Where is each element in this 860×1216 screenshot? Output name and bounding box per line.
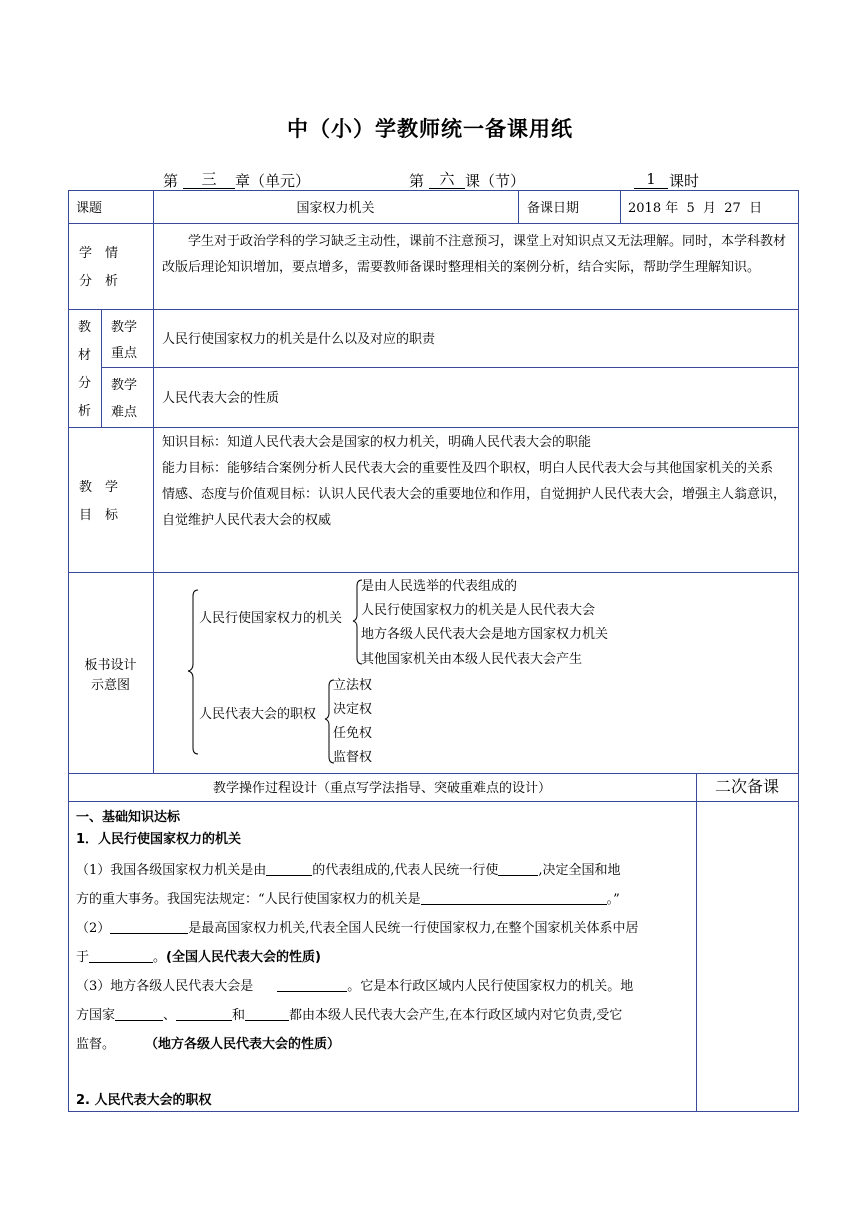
difficult-label-2: 难点: [111, 405, 138, 420]
key-text: 人民行使国家权力的机关是什么以及对应的职责: [162, 332, 436, 347]
analysis-text: 学生对于政治学科的学习缺乏主动性，课前不注意预习，课堂上对知识点又无法理解。同时，本学科教材改版后理论知识增加，要点增多，需要教师备课时整理相关的案例分析，结合实际，帮助学生理解知识。: [162, 234, 787, 275]
goal-ability: 能力目标：能够结合案例分析人民代表大会的重要性及四个职权，明白人民代表大会与其他国家机关的关系: [162, 461, 774, 476]
subsection-powers: 2. 人民代表大会的职权: [76, 1093, 212, 1108]
key-label-2: 重点: [111, 346, 138, 361]
date-value: 2018 年 5 月 27 日: [628, 201, 763, 216]
board-group2-item: 监督权: [333, 750, 373, 765]
topic-value: 国家权力机关: [296, 201, 375, 216]
answer-blank[interactable]: [266, 861, 312, 876]
board-group2-title: 人民代表大会的职权: [199, 707, 317, 722]
chapter-suffix: 章（单元）: [235, 172, 311, 190]
board-group1-item: 是由人民选举的代表组成的: [361, 579, 518, 594]
board-group1-title: 人民行使国家权力的机关: [199, 611, 343, 626]
analysis-label-1: 学 情: [79, 246, 119, 261]
textbook-label-3: 分: [78, 376, 92, 391]
answer-blank[interactable]: [110, 919, 188, 934]
answer-blank[interactable]: [245, 1006, 289, 1021]
goal-label-1: 教 学: [79, 480, 119, 495]
board-label-2: 示意图: [90, 678, 130, 693]
q3-text-b: 。它是本行政区域内人民行使国家权力的机关。地: [347, 979, 634, 994]
difficult-label-1: 教学: [111, 378, 138, 393]
section-basic: 一、基础知识达标: [76, 810, 181, 825]
q2-text-a: （2）: [76, 921, 111, 936]
q3-note: （地方各级人民代表大会的性质）: [145, 1037, 341, 1052]
textbook-label-1: 教: [78, 320, 92, 335]
q1-text-a: （1）我国各级国家权力机关是由: [76, 863, 267, 878]
q2-text-c: 于: [76, 950, 90, 965]
answer-blank[interactable]: [498, 861, 538, 876]
answer-blank[interactable]: [277, 977, 347, 992]
q1-text-e: 。”: [606, 892, 620, 907]
answer-blank[interactable]: [176, 1006, 232, 1021]
q3-text-e: 和: [232, 1008, 246, 1023]
q1-text-c: ,决定全国和地: [538, 863, 621, 878]
textbook-label-2: 材: [78, 348, 92, 363]
q2-note: (全国人民代表大会的性质): [166, 950, 321, 965]
q1-text-b: 的代表组成的,代表人民统一行使: [312, 863, 499, 878]
board-group2-item: 立法权: [333, 678, 373, 693]
process-body: [76, 808, 688, 1113]
q3-text-a: （3）地方各级人民代表大会是: [76, 979, 254, 994]
lesson-number: 六: [429, 170, 465, 189]
board-group2-item: 决定权: [333, 702, 373, 717]
board-label-1: 板书设计: [84, 658, 137, 673]
answer-blank[interactable]: [421, 890, 607, 905]
difficult-text: 人民代表大会的性质: [162, 391, 280, 406]
goal-label-2: 目 标: [79, 508, 119, 523]
key-label-1: 教学: [111, 320, 138, 335]
goal-emotion: 情感、态度与价值观目标：认识人民代表大会的重要地位和作用，自觉拥护人民代表大会，增强主人翁意识，自觉维护人民代表大会的权威: [162, 487, 787, 528]
q3-text-c: 方国家: [76, 1008, 116, 1023]
chapter-prefix: 第: [163, 172, 179, 190]
second-prep-header: 二次备课: [714, 777, 779, 796]
chapter-number: 三: [183, 170, 235, 189]
lesson-prefix: 第: [409, 172, 425, 190]
answer-blank[interactable]: [115, 1006, 163, 1021]
subsection-organ: 1．人民行使国家权力的机关: [76, 832, 242, 847]
q3-text-f: 都由本级人民代表大会产生,在本行政区域内对它负责,受它: [289, 1008, 623, 1023]
q3-text-g: 监督。: [76, 1037, 116, 1052]
q1-text-d: 方的重大事务。我国宪法规定：“人民行使国家权力的机关是: [76, 892, 421, 907]
board-group1-item: 地方各级人民代表大会是地方国家权力机关: [361, 627, 609, 642]
q2-text-d: 。: [153, 950, 167, 965]
period-suffix: 课时: [669, 172, 700, 190]
date-label: 备课日期: [527, 201, 580, 216]
question-2: [76, 914, 688, 972]
analysis-label-2: 分 析: [79, 274, 119, 289]
board-group1-item: 其他国家机关由本级人民代表大会产生: [361, 652, 583, 667]
textbook-label-4: 析: [78, 404, 92, 419]
board-group2-item: 任免权: [333, 726, 373, 741]
lesson-suffix: 课（节）: [465, 172, 526, 190]
page-title: 中（小）学教师统一备课用纸: [287, 117, 573, 141]
question-3: [76, 972, 688, 1059]
goal-knowledge: 知识目标：知道人民代表大会是国家的权力机关，明确人民代表大会的职能: [162, 435, 592, 450]
period-number: 1: [634, 170, 668, 189]
board-group1-item: 人民行使国家权力的机关是人民代表大会: [361, 603, 596, 618]
topic-label: 课题: [76, 201, 103, 216]
process-header: 教学操作过程设计（重点写学法指导、突破重难点的设计）: [212, 781, 551, 796]
q2-text-b: 是最高国家权力机关,代表全国人民统一行使国家权力,在整个国家机关体系中居: [188, 921, 639, 936]
q3-text-d: 、: [163, 1008, 177, 1023]
question-1: [76, 856, 688, 914]
answer-blank[interactable]: [89, 948, 153, 963]
